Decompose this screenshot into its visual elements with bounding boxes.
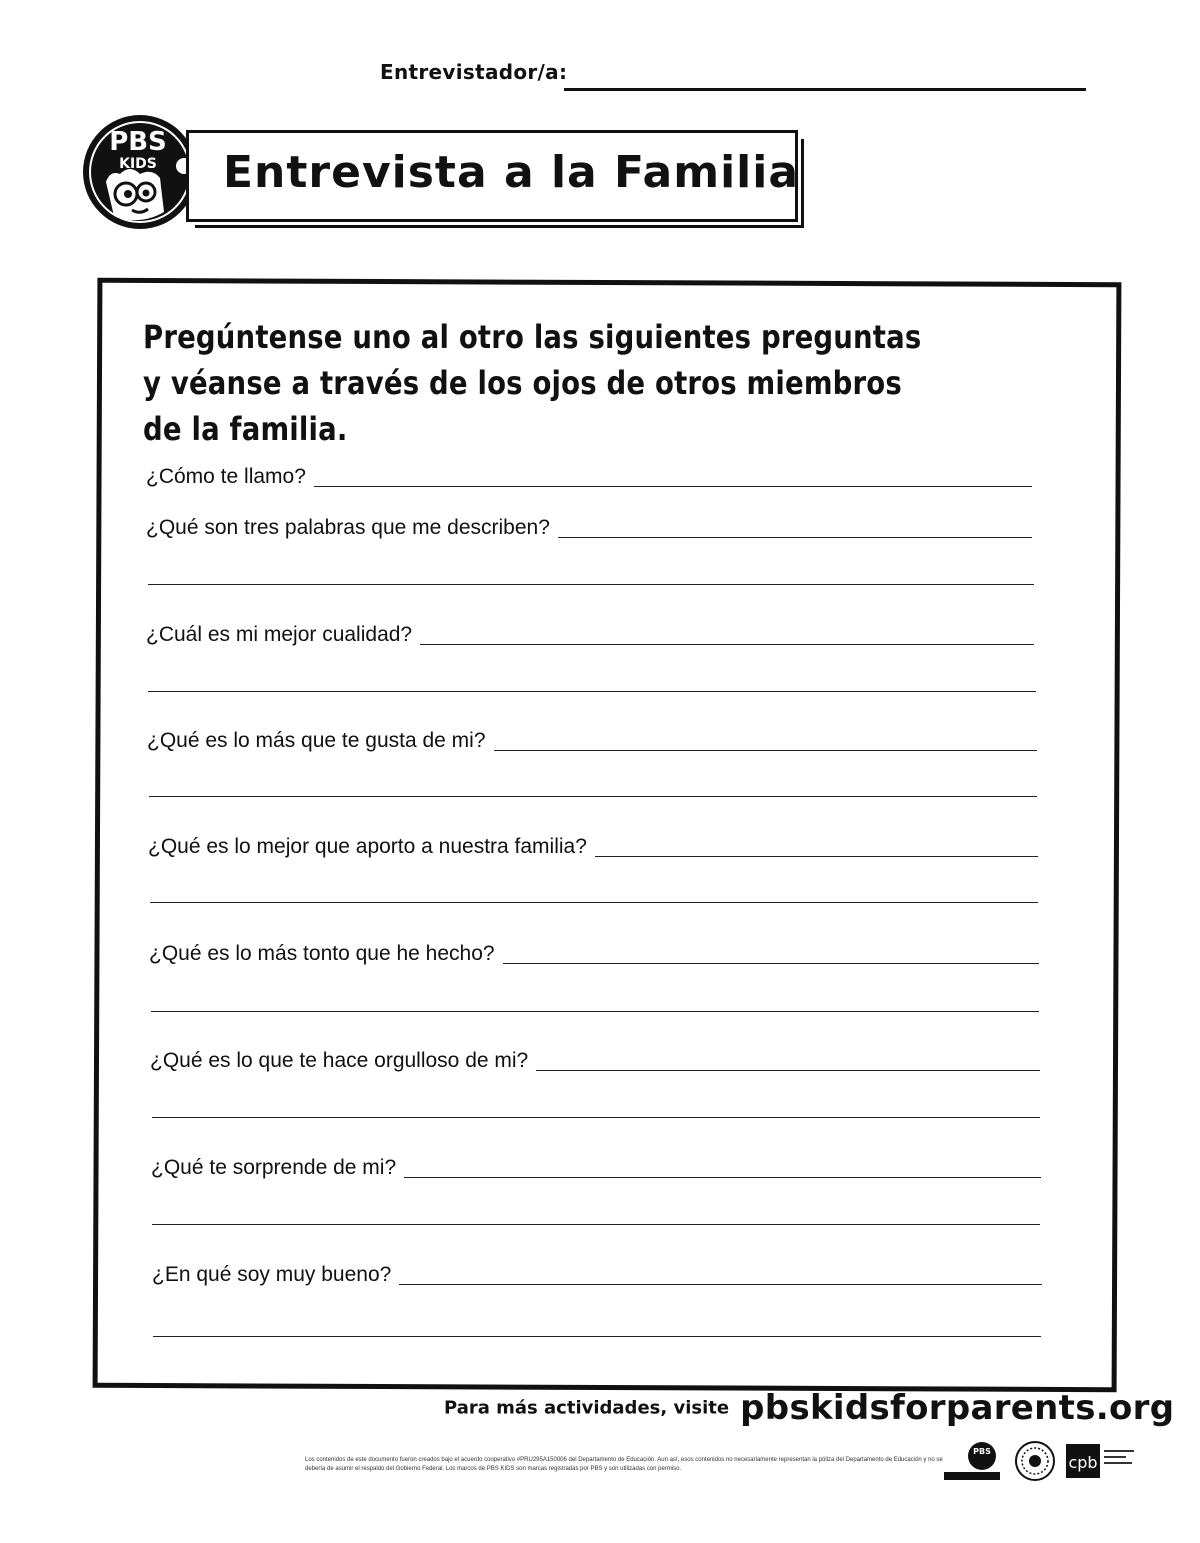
question-text: ¿Qué es lo más que te gusta de mi?: [147, 728, 494, 754]
intro-text: Pregúntense uno al otro las siguientes preguntas y véanse a través de los ojos de otros miembros de la familia.: [143, 318, 922, 448]
question-text: ¿Qué es lo más tonto que he hecho?: [149, 941, 503, 967]
answer-line[interactable]: [148, 584, 1034, 585]
cpb-logo-icon: [1066, 1444, 1138, 1478]
svg-text:PBS: PBS: [973, 1447, 991, 1456]
website-link[interactable]: pbskidsforparents.org: [740, 1388, 1175, 1428]
logo-pbs-text: PBS: [109, 127, 167, 157]
fine-print: Los contenidos de este documento fueron creados bajo el acuerdo cooperativo #PRU295A150006 del Departamento de Educación. Aun así, esos contenidos no necesariamente representan la póliza del Departamento de Educación y no se debería de asumir el respaldo del Gobierno Federal. Los marcos de PBS KIDS son marcas registradas por PBS y son utilizadas con permiso.: [305, 1457, 943, 1472]
answer-line[interactable]: [152, 1117, 1040, 1118]
question-item: [146, 622, 1034, 652]
question-item: [151, 1155, 1041, 1185]
interviewer-field: [380, 58, 1086, 92]
title-box: [186, 130, 798, 222]
footer-visit: [444, 1388, 1174, 1428]
answer-line[interactable]: [151, 1011, 1039, 1012]
ready-to-learn-pbs-kids-icon: [944, 1440, 1000, 1482]
question-item: [147, 728, 1037, 758]
cpb-text: cpb: [1068, 1453, 1098, 1472]
question-item: [146, 464, 1032, 494]
question-text: ¿Qué te sorprende de mi?: [151, 1155, 404, 1181]
question-text: ¿Qué es lo que te hace orgulloso de mi?: [150, 1048, 536, 1074]
question-text: ¿En qué soy muy bueno?: [152, 1262, 399, 1288]
pbs-kids-logo-icon: [80, 112, 202, 234]
question-text: ¿Cuál es mi mejor cualidad?: [146, 622, 420, 648]
question-text: ¿Qué son tres palabras que me describen?: [146, 515, 558, 541]
answer-line[interactable]: [153, 1336, 1041, 1337]
question-item: [152, 1262, 1042, 1292]
department-of-education-seal-icon: [1014, 1440, 1056, 1482]
interviewer-write-line: [564, 88, 1086, 91]
interviewer-label: Entrevistador/a:: [380, 60, 568, 84]
page-title: Entrevista a la Familia: [223, 147, 800, 198]
question-item: [148, 834, 1038, 864]
question-item: [146, 515, 1032, 545]
answer-line[interactable]: [152, 1224, 1040, 1225]
question-text: ¿Qué es lo mejor que aporto a nuestra familia?: [148, 834, 595, 860]
logo-kids-text: KIDS: [119, 156, 157, 172]
question-item: [149, 941, 1039, 971]
question-item: [150, 1048, 1040, 1078]
visit-prefix: Para más actividades, visite: [444, 1397, 730, 1419]
answer-line[interactable]: [148, 691, 1036, 692]
answer-line[interactable]: [150, 902, 1038, 903]
question-text: ¿Cómo te llamo?: [146, 464, 314, 490]
answer-line[interactable]: [149, 796, 1037, 797]
